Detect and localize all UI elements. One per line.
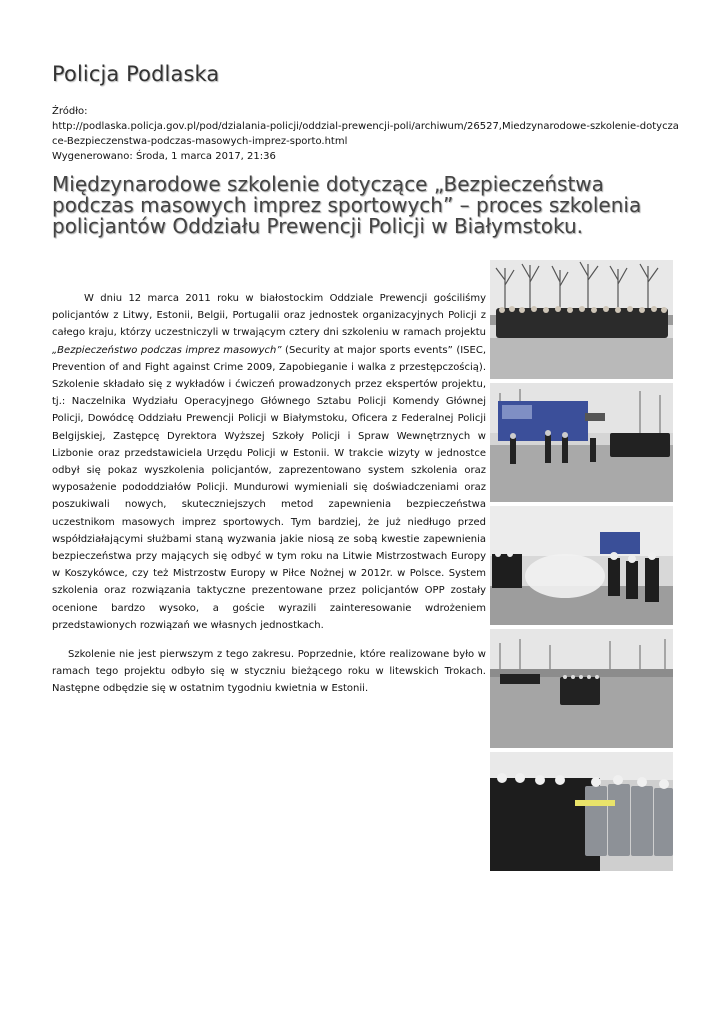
paragraph-1 [52, 290, 486, 634]
source-label: Źródło: [52, 106, 88, 117]
generated-date: Wygenerowano: Środa, 1 marca 2017, 21:36 [52, 151, 276, 162]
source-url-line2: ce-Bezpieczenstwa-podczas-masowych-imprez-sporto.html [52, 136, 348, 147]
source-meta [52, 104, 682, 164]
article-body [52, 290, 486, 698]
site-title: Policja Podlaska [52, 62, 220, 86]
paragraph-1-text-a: W dniu 12 marca 2011 roku w białostockim Oddziale Prewencji gościliśmy policjantów z Litwy, Estonii, Belgii, Portugalii oraz jednostek organizacyjnych Policji z całego kraju, którzy uczestniczyli w trwającym cztery dni szkoleniu w ramach projektu [52, 293, 486, 339]
smoke-photo [490, 506, 673, 625]
group-photo [490, 260, 673, 379]
project-name: „Bezpieczeństwo podczas imprez masowych” [52, 344, 282, 356]
paragraph-2: Szkolenie nie jest pierwszym z tego zakresu. Poprzednie, które realizowane było w ramach tego projektu odbyło się w styczniu bieżącego roku w litewskich Trokach. Następne odbędzie się w ostatnim tygodniu kwietnia w Estonii. [52, 649, 486, 695]
paragraph-1-text-b: (Security at major sports events” (ISEC, Prevention of and Fight against Crime 2009, Zapobieganie i walka z przestępczością). Szkolenie składało się z wykładów i ćwiczeń prowadzonych przez ekspertów projektu, tj.: Naczelnika Wydziału Operacyjnego Głównego Sztabu Policji Komendy Głównej Policji, Dowódcę Oddziału Prewencji Policji w Białymstoku, Oficera z Federalnej Policji Belgijskiej, Zastępcę Dyrektora Wyższej Szkoły Policji i Spraw Wewnętrznych w Lizbonie oraz przedstawiciela Urzędu Policji w Estonii. W trakcie wizyty w jednostce odbył się pokaz wyszkolenia policjantów, zaprezentowano system szkolenia oraz wyposażenie pododdziałów Policji. Mundurowi wymieniali się doświadczeniami oraz poszukiwali nowych, skuteczniejszych metod zapewnienia bezpieczeństwa uczestnikom masowych imprez sportowych. Tym bardziej, że już niedługo przed współdziałającymi służbami staną wyzwania jakie niosą ze sobą kwestie zapewnienia bezpieczeństwa przy mających się odbyć w tym roku na Litwie Mistrzostwach Europy w Koszykówce, czy też Mistrzostw Europy w Piłce Nożnej w 2012r. w Polsce. System szkolenia oraz rozwiązania taktyczne prezentowane przez policjantów OPP zostały ocenione bardzo wysoko, a goście wyrazili zainteresowanie wdrożeniem przedstawionych rozwiązań we własnych jednostkach. [52, 344, 486, 631]
water-cannon-photo [490, 383, 673, 502]
formation-photo [490, 629, 673, 748]
article-title: Międzynarodowe szkolenie dotyczące „Bezpieczeństwa podczas masowych imprez sportowych” – proces szkolenia policjantów Oddziału Prewencji Policji w Białymstoku. [52, 172, 642, 238]
riot-shields-photo [490, 752, 673, 871]
source-url-line1: http://podlaska.policja.gov.pl/pod/dzialania-policji/oddzial-prewencji-poli/archiwum/26527,Miedzynarodowe-szkolenie-dotycza [52, 121, 679, 132]
photo-column [490, 260, 673, 875]
page-header [52, 62, 682, 86]
